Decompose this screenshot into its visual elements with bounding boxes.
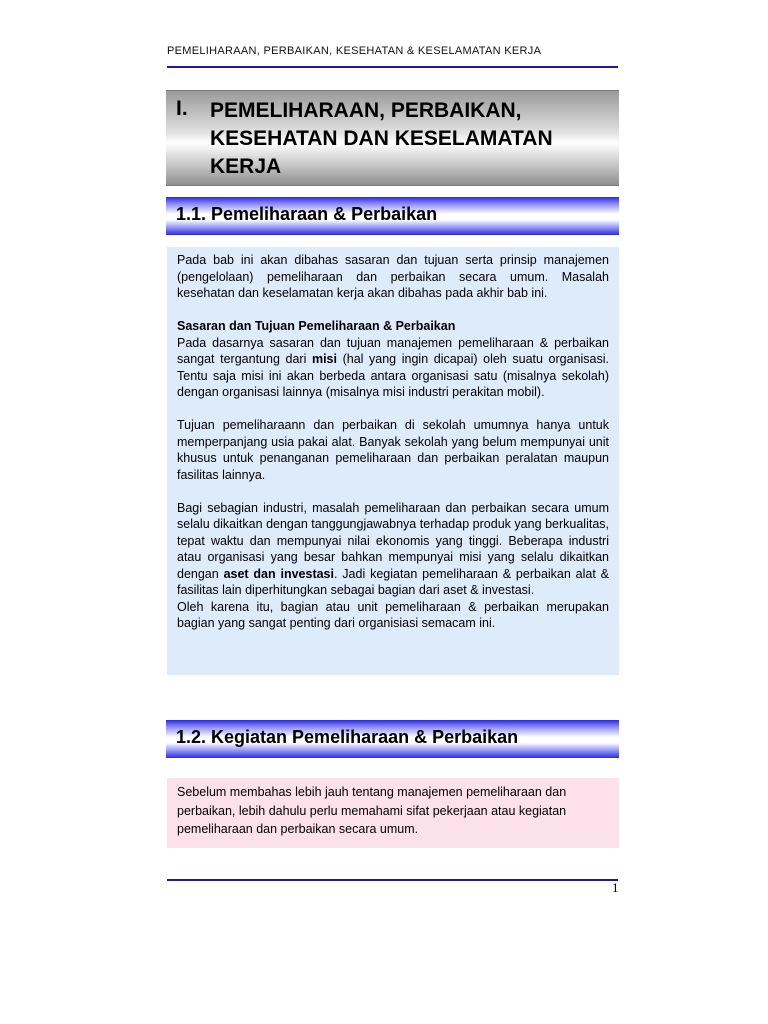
chapter-heading-box [166, 90, 619, 186]
chapter-number: I. [176, 97, 188, 120]
section-1-paragraph-2 [177, 335, 609, 401]
paragraph-4-text-b: . Jadi kegiatan pemeliharaan & perbaikan alat & fasilitas lain diperhitungkan sebagai bagian dari aset & investasi. [177, 566, 609, 597]
section-1-subheading: Sasaran dan Tujuan Pemeliharaan & Perbaikan [177, 319, 456, 333]
section-2-title: 1.2. Kegiatan Pemeliharaan & Perbaikan [176, 727, 519, 747]
section-1-content-box [167, 247, 619, 675]
paragraph-2-text-a: Pada dasarnya sasaran dan tujuan manajemen pemeliharaan & perbaikan sangat tergantung dari [177, 335, 609, 366]
paragraph-2-bold: misi [311, 352, 337, 366]
section-2-intro: Sebelum membahas lebih jauh tentang manajemen pemeliharaan dan perbaikan, lebih dahulu perlu memahami sifat pekerjaan atau kegiatan pemeliharaan dan perbaikan secara umum. [177, 785, 567, 836]
chapter-title: PEMELIHARAAN, PERBAIKAN, KESEHATAN DAN KESELAMATAN KERJA [210, 99, 553, 178]
paragraph-2-text-b: (hal yang ingin dicapai) oleh suatu organisasi. Tentu saja misi ini akan berbeda antara organisasi satu (misalnya sekolah) dengan organisasi lainnya (misalnya misi industri perakitan mobil). [177, 352, 609, 399]
section-1-heading-bar [166, 197, 619, 235]
paragraph-4-text-a: Bagi sebagian industri, masalah pemeliharaan dan perbaikan secara umum selalu dikaitkan dengan tanggungjawabnya terhadap produk yang berkualitas, tepat waktu dan mempunyai nilai ekonomis yang tinggi. Beberapa industri atau organisasi yang besar bahkan mempunyai misi yang selalu dikaitkan dengan [177, 500, 609, 581]
running-header: PEMELIHARAAN, PERBAIKAN, KESEHATAN & KESELAMATAN KERJA [167, 45, 542, 57]
footer-rule [167, 879, 618, 881]
section-1-title: 1.1. Pemeliharaan & Perbaikan [176, 204, 438, 224]
section-1-paragraph-3: Tujuan pemeliharaann dan perbaikan di sekolah umumnya hanya untuk memperpanjang usia pakai alat. Banyak sekolah yang belum mempunyai unit khusus untuk penanganan pemeliharaan dan perbaikan peralatan maupun fasilitas lainnya. [177, 418, 609, 482]
header-rule [167, 66, 618, 68]
section-1-paragraph-4 [177, 500, 609, 599]
paragraph-4-bold: aset dan investasi [223, 566, 334, 581]
section-1-intro: Pada bab ini akan dibahas sasaran dan tujuan serta prinsip manajemen (pengelolaan) pemeliharaan dan perbaikan secara umum. Masalah kesehatan dan keselamatan kerja akan dibahas pada akhir bab ini. [177, 253, 609, 300]
page-number: 1 [612, 880, 619, 895]
section-2-heading-bar [166, 720, 619, 758]
section-1-paragraph-5: Oleh karena itu, bagian atau unit pemeliharaan & perbaikan merupakan bagian yang sangat penting dari organisiasi semacam ini. [177, 599, 609, 630]
section-2-content-box [167, 778, 619, 848]
